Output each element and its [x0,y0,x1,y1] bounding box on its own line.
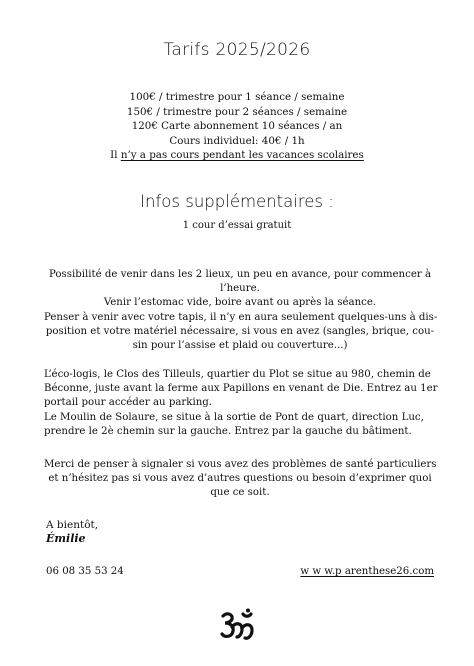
paragraph-practical [44,268,436,353]
holiday-note-prefix: Il [110,149,121,161]
paragraph-line: Merci de penser à signaler si vous avez des problèmes de santé particuliers [44,459,437,470]
holiday-note [0,148,474,163]
price-line: 100€ / trimestre pour 1 séance / semaine [129,91,345,103]
om-icon [217,608,257,644]
paragraph-line: Penser à venir avec votre tapis, il n’y en aura seulement quelques-uns à dis- [44,311,438,323]
paragraph-line: Possibilité de venir dans les 2 lieux, un peu en avance, pour commencer à [48,269,432,280]
paragraph-line: l’heure. [220,283,260,295]
paragraph-contact [44,458,436,501]
website-link[interactable]: w w w.p arenthese26.com [300,566,434,577]
paragraph-line: Venir l’estomac vide, boire avant ou après la séance. [103,297,377,309]
paragraph-line: position et votre matériel nécessaire, si vous en avez (sangles, brique, cou- [45,325,435,337]
signoff: A bientôt, [46,519,99,531]
paragraph-line: prendre le 2è chemin sur la gauche. Entrez par la gauche du bâtiment. [44,425,412,437]
phone-number: 06 08 35 53 24 [46,566,124,577]
paragraph-line: portail pour accéder au parking. [44,397,213,409]
section-title: Infos supplémentaires : [140,192,334,211]
paragraph-line: et n’hésitez pas si vous avez d’autres questions ou besoin d’exprimer quoi [48,473,432,485]
price-list [0,90,474,163]
paragraph-line: Béconne, juste avant la ferme aux Papillons en venant de Die. Entrez au 1er [44,383,438,395]
paragraph-locations [44,368,436,439]
paragraph-line: Le Moulin de Solaure, se situe à la sortie de Pont de quart, direction Luc, [44,411,424,423]
trial-note: 1 cour d’essai gratuit [182,220,292,231]
paragraph-line: sin pour l’assise et plaid ou couverture...) [132,340,348,352]
holiday-note-underlined: n’y a pas cours pendant les vacances scolaires [120,149,364,161]
price-line: 120€ Carte abonnement 10 séances / an [131,120,343,132]
paragraph-line: L’éco-logis, le Clos des Tilleuls, quartier du Plot se situe au 980, chemin de [44,369,431,380]
price-line: 150€ / trimestre pour 2 séances / semaine [126,105,348,118]
paragraph-line: que ce soit. [210,487,270,499]
signature: Émilie [46,532,86,545]
page-title: Tarifs 2025/2026 [163,40,311,60]
price-line: Cours individuel: 40€ / 1h [169,134,305,147]
